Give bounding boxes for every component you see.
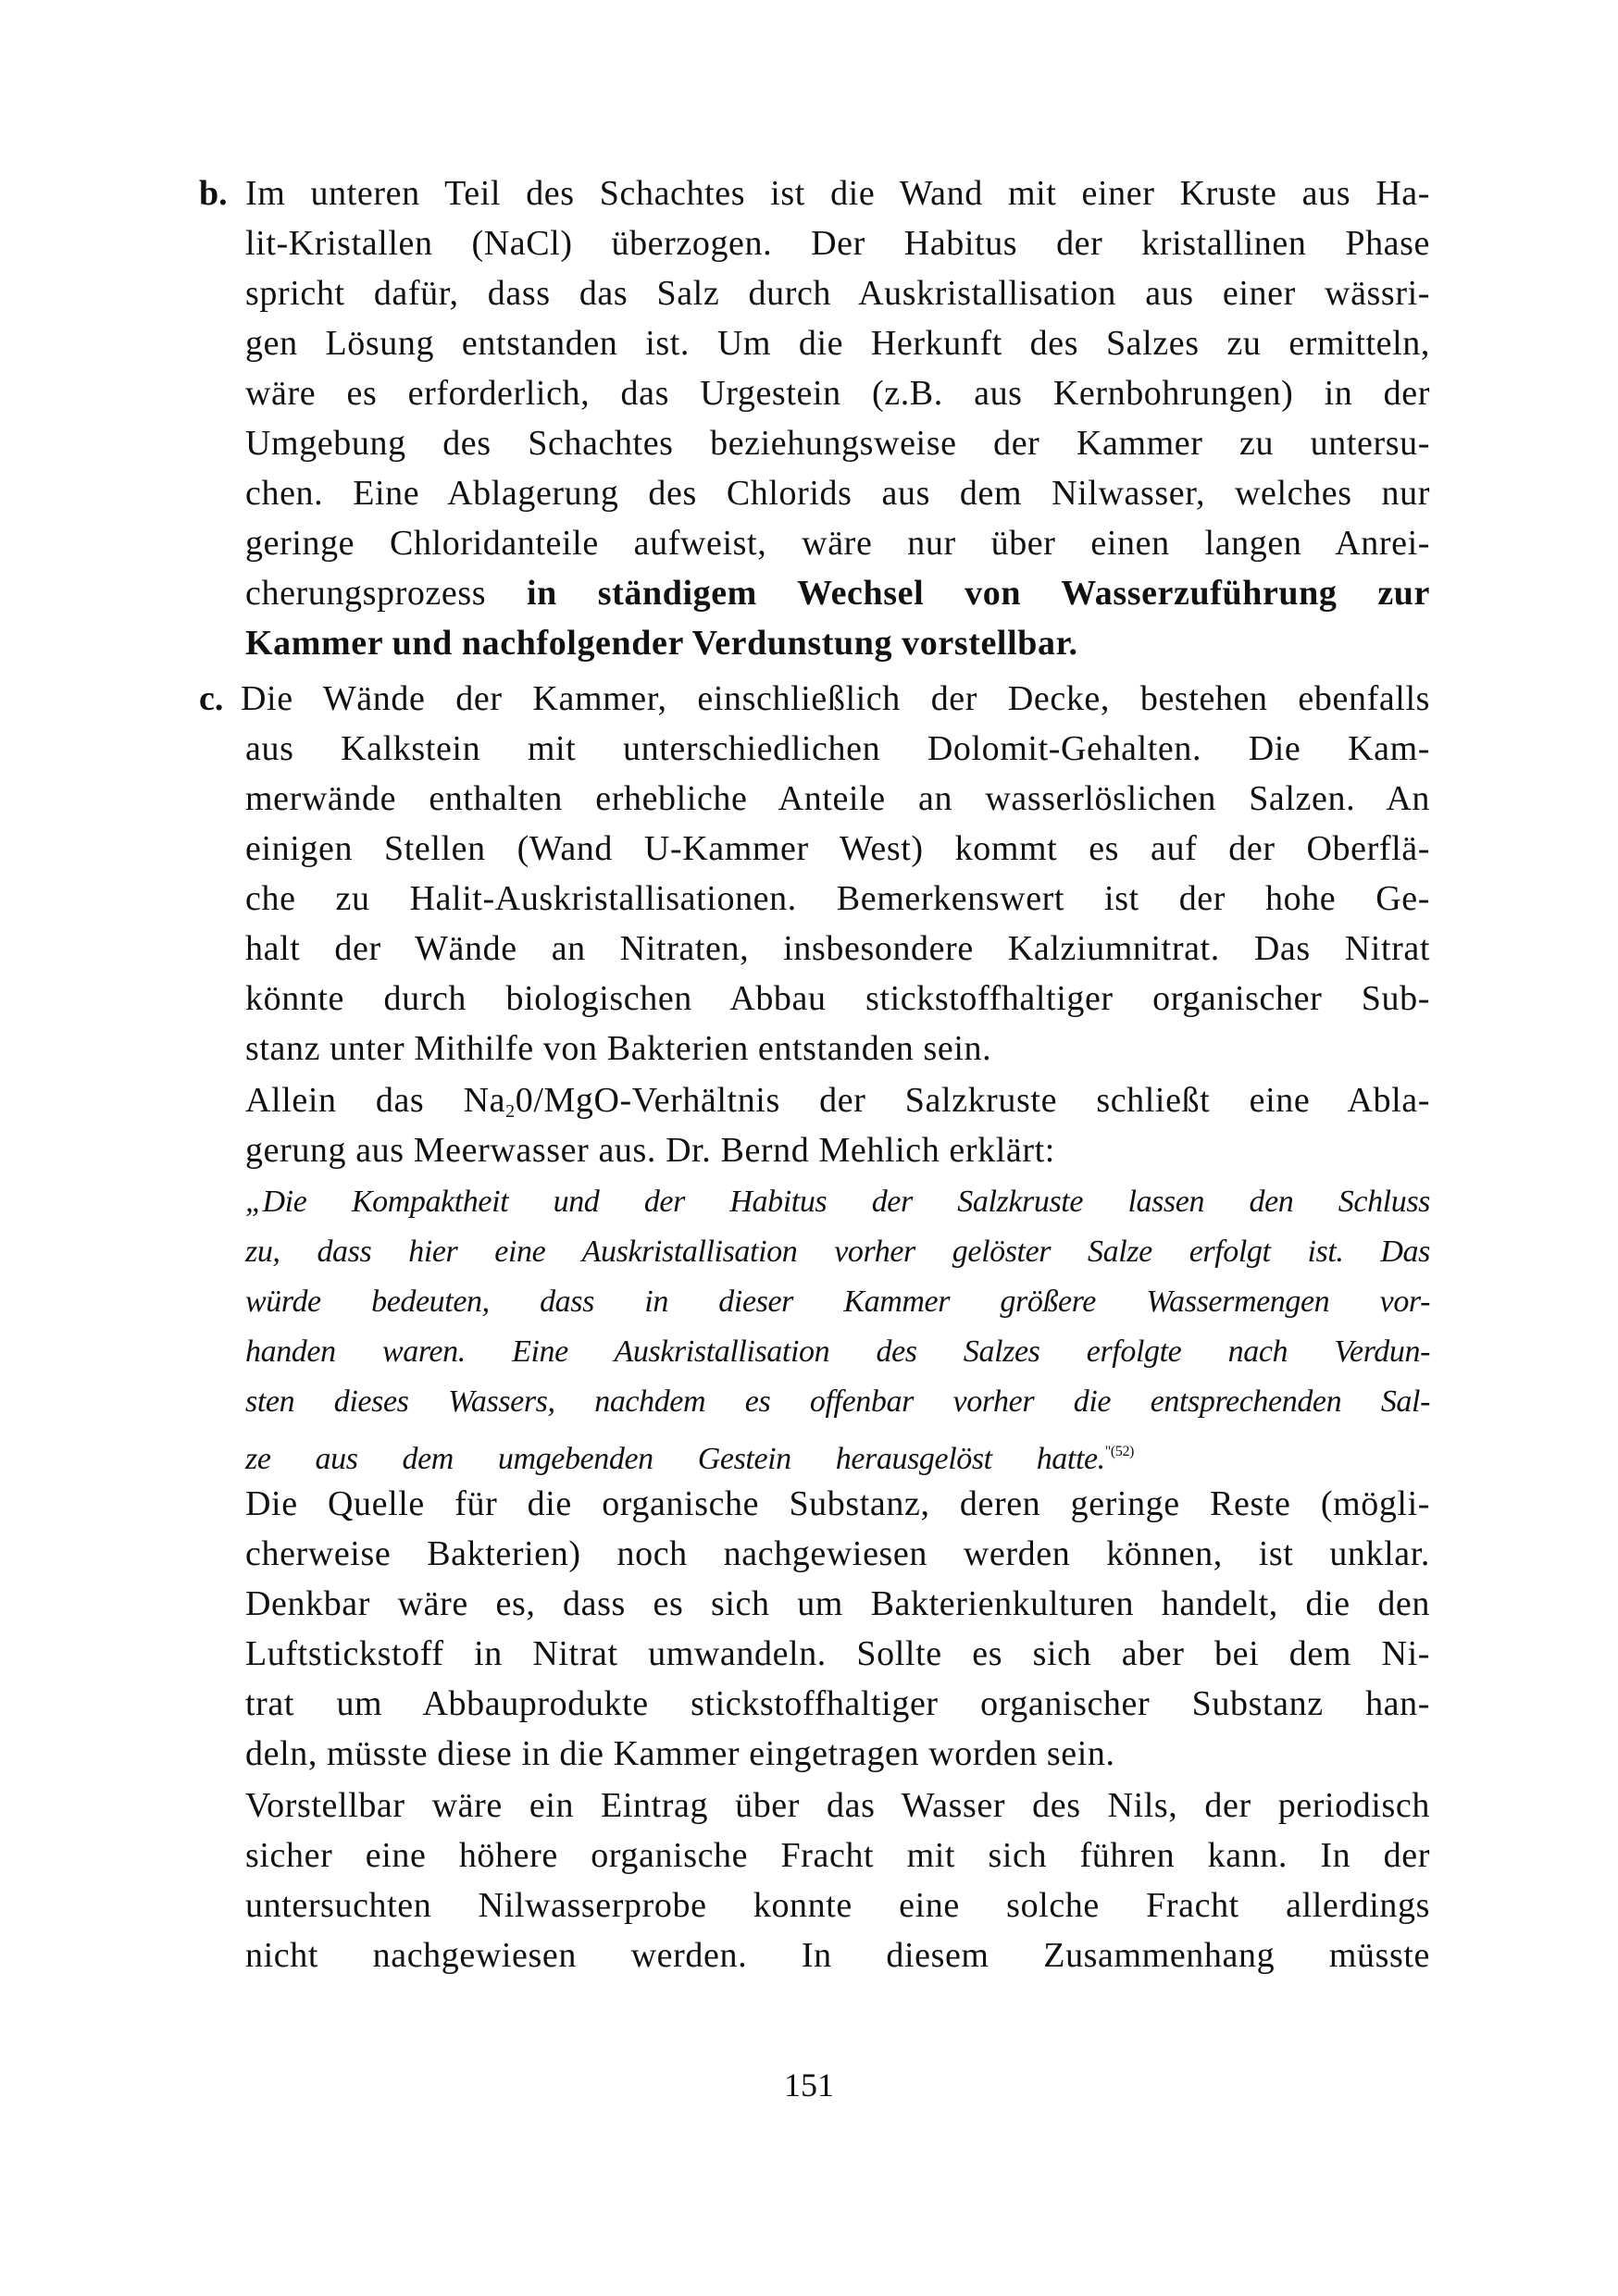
quote-line-6 [245,1427,1134,1477]
page-number: 151 [784,2066,834,2104]
allein-subscript: 2 [505,1101,516,1122]
allein-post: 0/MgO-Verhältnis der Salzkruste schließt eine Abla- [515,1081,1430,1120]
allein-line-2: gerung aus Meerwasser aus. Dr. Bernd Mehlich erklärt: [245,1131,1055,1170]
item-b-line-6: Umgebung des Schachtes beziehungsweise der Kammer zu untersu- [245,424,1430,463]
item-b-label: b. [199,174,228,213]
item-b-line-1: Im unteren Teil des Schachtes ist die Wand mit einer Kruste aus Ha- [245,174,1430,213]
para3-line-3: untersuchten Nilwasserprobe konnte eine solche Fracht allerdings [245,1886,1430,1925]
item-c-line-4: einigen Stellen (Wand U-Kammer West) kommt es auf der Oberflä- [245,829,1430,868]
para2-line-4: Luftstickstoff in Nitrat umwandeln. Sollte es sich aber bei dem Ni- [245,1634,1430,1673]
item-b-line-7: chen. Eine Ablagerung des Chlorids aus dem Nilwasser, welches nur [245,474,1430,513]
quote-line-2: zu, dass hier eine Auskristallisation vorher gelöster Salze erfolgt ist. Das [245,1235,1430,1269]
quote-footnote-ref: "(52) [1104,1444,1134,1459]
para2-line-5: trat um Abbauprodukte stickstoffhaltiger organischer Substanz han- [245,1684,1430,1723]
item-b-line-8: geringe Chloridanteile aufweist, wäre nur über einen langen Anrei- [245,524,1430,563]
para2-line-3: Denkbar wäre es, dass es sich um Bakterienkulturen handelt, die den [245,1584,1430,1623]
item-b-line-5: wäre es erforderlich, das Urgestein (z.B. aus Kernbohrungen) in der [245,374,1430,413]
item-c-line-2: aus Kalkstein mit unterschiedlichen Dolomit-Gehalten. Die Kam- [245,729,1430,768]
item-b-line-3: spricht dafür, dass das Salz durch Auskristallisation aus einer wässri- [245,274,1430,313]
item-b-line-4: gen Lösung entstanden ist. Um die Herkunft des Salzes zu ermitteln, [245,324,1430,363]
para2-line-6: deln, müsste diese in die Kammer eingetragen worden sein. [245,1734,1115,1773]
quote-line-3: würde bedeuten, dass in dieser Kammer größere Wassermengen vor- [245,1285,1430,1319]
item-b-line-9 [245,568,1430,618]
item-c-line-8: stanz unter Mithilfe von Bakterien entstanden sein. [245,1029,992,1068]
item-c-label: c. [199,679,224,718]
item-c-line-5: che zu Halit-Auskristallisationen. Bemerkenswert ist der hohe Ge- [245,879,1430,918]
item-c-line-3: merwände enthalten erhebliche Anteile an wasserlöslichen Salzen. An [245,779,1430,818]
quote-last-text: ze aus dem umgebenden Gestein herausgelöst hatte. [245,1442,1105,1476]
item-b-line-2: lit-Kristallen (NaCl) überzogen. Der Habitus der kristallinen Phase [245,224,1430,263]
para3-line-4: nicht nachgewiesen werden. In diesem Zusammenhang müsste [245,1936,1430,1975]
quote-line-1: „Die Kompaktheit und der Habitus der Salzkruste lassen den Schluss [245,1185,1430,1219]
para2-line-2: cherweise Bakterien) noch nachgewiesen werden können, ist unklar. [245,1534,1430,1573]
item-c-line-1: Die Wände der Kammer, einschließlich der Decke, bestehen ebenfalls [241,679,1430,718]
allein-line-1 [245,1075,1430,1125]
para2-line-1: Die Quelle für die organische Substanz, deren geringe Reste (mögli- [245,1484,1430,1523]
quote-line-5: sten dieses Wassers, nachdem es offenbar vorher die entsprechenden Sal- [245,1384,1430,1419]
para3-line-2: sicher eine höhere organische Fracht mit sich führen kann. In der [245,1836,1430,1875]
allein-pre: Allein das Na [245,1081,506,1120]
quote-line-4: handen waren. Eine Auskristallisation des Salzes erfolgte nach Verdun- [245,1334,1430,1369]
item-b-line-10: Kammer und nachfolgender Verdunstung vorstellbar. [245,624,1078,663]
item-c-line-6: halt der Wände an Nitraten, insbesondere Kalziumnitrat. Das Nitrat [245,929,1430,968]
para3-line-1: Vorstellbar wäre ein Eintrag über das Wasser des Nils, der periodisch [245,1786,1430,1825]
item-b-line-9-plain: cherungsprozess [245,574,527,613]
item-c-line-7: könnte durch biologischen Abbau stickstoffhaltiger organischer Sub- [245,979,1430,1018]
item-b-line-9-bold: in ständigem Wechsel von Wasserzuführung zur [527,574,1430,613]
